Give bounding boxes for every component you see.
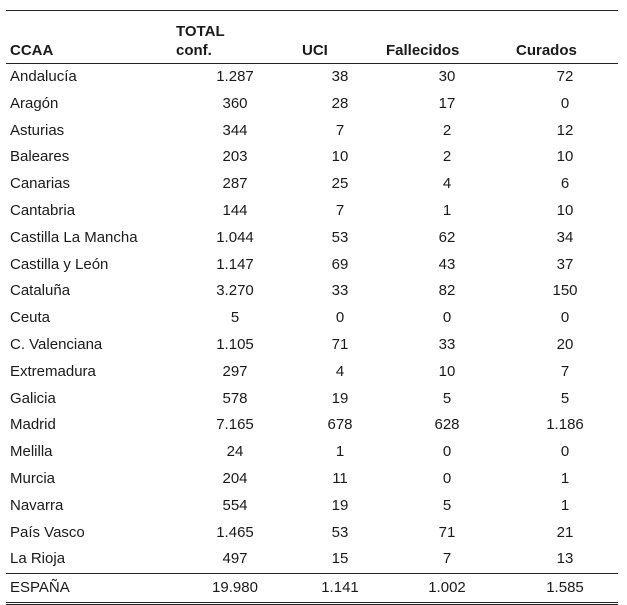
table-row xyxy=(6,64,618,91)
cell-uci: 678 xyxy=(327,416,353,434)
cell-ccaa: Castilla La Mancha xyxy=(10,228,138,246)
cell-fallecidos: 71 xyxy=(438,523,456,541)
cell-curados: 20 xyxy=(556,335,574,353)
header-row xyxy=(6,11,618,64)
cell-total-conf: 5 xyxy=(230,309,240,327)
table-row xyxy=(6,546,618,573)
cell-fallecidos: 33 xyxy=(438,335,456,353)
table-header xyxy=(6,11,618,64)
cell-curados: 13 xyxy=(556,550,574,568)
header-ccaa: CCAA xyxy=(10,42,54,59)
cell-ccaa: Castilla y León xyxy=(10,255,109,273)
cell-curados: 0 xyxy=(560,443,570,461)
cell-ccaa: Madrid xyxy=(10,416,56,434)
cell-total-conf: 360 xyxy=(222,94,248,112)
cell-uci: 71 xyxy=(331,335,349,353)
table-row xyxy=(6,171,618,198)
cell-uci: 38 xyxy=(331,68,349,85)
table-row xyxy=(6,520,618,547)
cell-curados: 10 xyxy=(556,148,574,166)
table-row xyxy=(6,359,618,386)
cell-fallecidos: 62 xyxy=(438,228,456,246)
total-fallecidos: 1.002 xyxy=(382,574,512,604)
cell-uci: 15 xyxy=(331,550,349,568)
table-row xyxy=(6,198,618,225)
cell-total-conf: 297 xyxy=(222,362,248,380)
cell-curados: 37 xyxy=(556,255,574,273)
cell-uci: 28 xyxy=(331,94,349,112)
table-row xyxy=(6,225,618,252)
cell-ccaa: Andalucía xyxy=(10,68,77,85)
cell-curados: 0 xyxy=(560,309,570,327)
cell-uci: 19 xyxy=(331,496,349,514)
cell-ccaa: Cantabria xyxy=(10,201,76,219)
cell-fallecidos: 10 xyxy=(438,362,456,380)
cell-uci: 1 xyxy=(335,443,345,461)
cell-total-conf: 144 xyxy=(222,201,248,219)
cell-uci: 10 xyxy=(331,148,349,166)
cell-fallecidos: 1 xyxy=(442,201,452,219)
cell-curados: 0 xyxy=(560,94,570,112)
cell-ccaa: Navarra xyxy=(10,496,64,514)
table-row xyxy=(6,493,618,520)
header-total-line2: conf. xyxy=(176,42,212,59)
header-total-conf xyxy=(172,11,298,64)
table-footer xyxy=(6,574,618,604)
cell-uci: 25 xyxy=(331,175,349,193)
cell-fallecidos: 30 xyxy=(438,68,456,85)
cell-ccaa: País Vasco xyxy=(10,523,85,541)
table-row xyxy=(6,439,618,466)
cell-fallecidos: 2 xyxy=(442,148,452,166)
cell-curados: 1.186 xyxy=(546,416,584,434)
table-row xyxy=(6,118,618,145)
cell-uci: 33 xyxy=(331,282,349,300)
table-row xyxy=(6,412,618,439)
total-curados: 1.585 xyxy=(512,574,618,604)
cell-ccaa: Ceuta xyxy=(10,309,51,327)
cell-total-conf: 1.465 xyxy=(216,523,254,541)
cell-ccaa: Baleares xyxy=(10,148,70,166)
table-row xyxy=(6,278,618,305)
cell-curados: 12 xyxy=(556,121,574,139)
table-row xyxy=(6,332,618,359)
cell-fallecidos: 0 xyxy=(442,469,452,487)
header-fallecidos: Fallecidos xyxy=(386,42,460,59)
cell-curados: 21 xyxy=(556,523,574,541)
cell-curados: 72 xyxy=(556,68,574,85)
cell-fallecidos: 2 xyxy=(442,121,452,139)
cell-curados: 1 xyxy=(560,469,570,487)
cell-curados: 1 xyxy=(560,496,570,514)
cell-total-conf: 1.287 xyxy=(216,68,254,85)
header-curados: Curados xyxy=(516,42,577,59)
cell-curados: 150 xyxy=(552,282,578,300)
cell-total-conf: 7.165 xyxy=(216,416,254,434)
cell-total-conf: 1.044 xyxy=(216,228,254,246)
cell-curados: 10 xyxy=(556,201,574,219)
cell-ccaa: Murcia xyxy=(10,469,56,487)
cell-fallecidos: 628 xyxy=(434,416,460,434)
cell-total-conf: 344 xyxy=(222,121,248,139)
cell-total-conf: 578 xyxy=(222,389,248,407)
cell-ccaa: Aragón xyxy=(10,94,59,112)
table-row xyxy=(6,386,618,413)
table-body xyxy=(6,64,618,574)
cell-fallecidos: 0 xyxy=(442,309,452,327)
cell-uci: 7 xyxy=(335,201,345,219)
cell-ccaa: Cataluña xyxy=(10,282,71,300)
cell-total-conf: 497 xyxy=(222,550,248,568)
cell-ccaa: Asturias xyxy=(10,121,65,139)
table-row xyxy=(6,252,618,279)
cell-total-conf: 204 xyxy=(222,469,248,487)
cell-curados: 34 xyxy=(556,228,574,246)
cell-total-conf: 287 xyxy=(222,175,248,193)
cell-fallecidos: 5 xyxy=(442,389,452,407)
cell-total-conf: 554 xyxy=(222,496,248,514)
table-row xyxy=(6,466,618,493)
cell-ccaa: Melilla xyxy=(10,443,53,461)
cell-total-conf: 1.105 xyxy=(216,335,254,353)
table-row xyxy=(6,91,618,118)
header-total-line1: TOTAL xyxy=(176,23,225,40)
cell-curados: 6 xyxy=(560,175,570,193)
cell-uci: 19 xyxy=(331,389,349,407)
table-row xyxy=(6,144,618,171)
cell-fallecidos: 17 xyxy=(438,94,456,112)
cell-uci: 53 xyxy=(331,523,349,541)
cell-total-conf: 203 xyxy=(222,148,248,166)
total-uci: 1.141 xyxy=(298,574,382,604)
header-uci: UCI xyxy=(302,42,328,59)
table-row xyxy=(6,305,618,332)
cell-ccaa: La Rioja xyxy=(10,550,66,568)
cell-ccaa: Canarias xyxy=(10,175,71,193)
cell-ccaa: Galicia xyxy=(10,389,56,407)
cell-fallecidos: 7 xyxy=(442,550,452,568)
cell-total-conf: 24 xyxy=(226,443,244,461)
cell-uci: 7 xyxy=(335,121,345,139)
cell-uci: 0 xyxy=(335,309,345,327)
cell-fallecidos: 0 xyxy=(442,443,452,461)
cell-curados: 7 xyxy=(560,362,570,380)
cell-total-conf: 1.147 xyxy=(216,255,254,273)
cell-curados: 5 xyxy=(560,389,570,407)
total-ccaa: ESPAÑA xyxy=(6,574,172,604)
cell-total-conf: 3.270 xyxy=(216,282,254,300)
cell-ccaa: C. Valenciana xyxy=(10,335,103,353)
total-row xyxy=(6,574,618,604)
cell-fallecidos: 82 xyxy=(438,282,456,300)
cell-fallecidos: 5 xyxy=(442,496,452,514)
cell-fallecidos: 4 xyxy=(442,175,452,193)
cell-uci: 53 xyxy=(331,228,349,246)
cell-uci: 11 xyxy=(332,469,348,487)
total-total-conf: 19.980 xyxy=(172,574,298,604)
cell-uci: 69 xyxy=(331,255,349,273)
cell-fallecidos: 43 xyxy=(438,255,456,273)
ccaa-covid-table xyxy=(6,10,618,605)
cell-uci: 4 xyxy=(335,362,345,380)
cell-ccaa: Extremadura xyxy=(10,362,96,380)
